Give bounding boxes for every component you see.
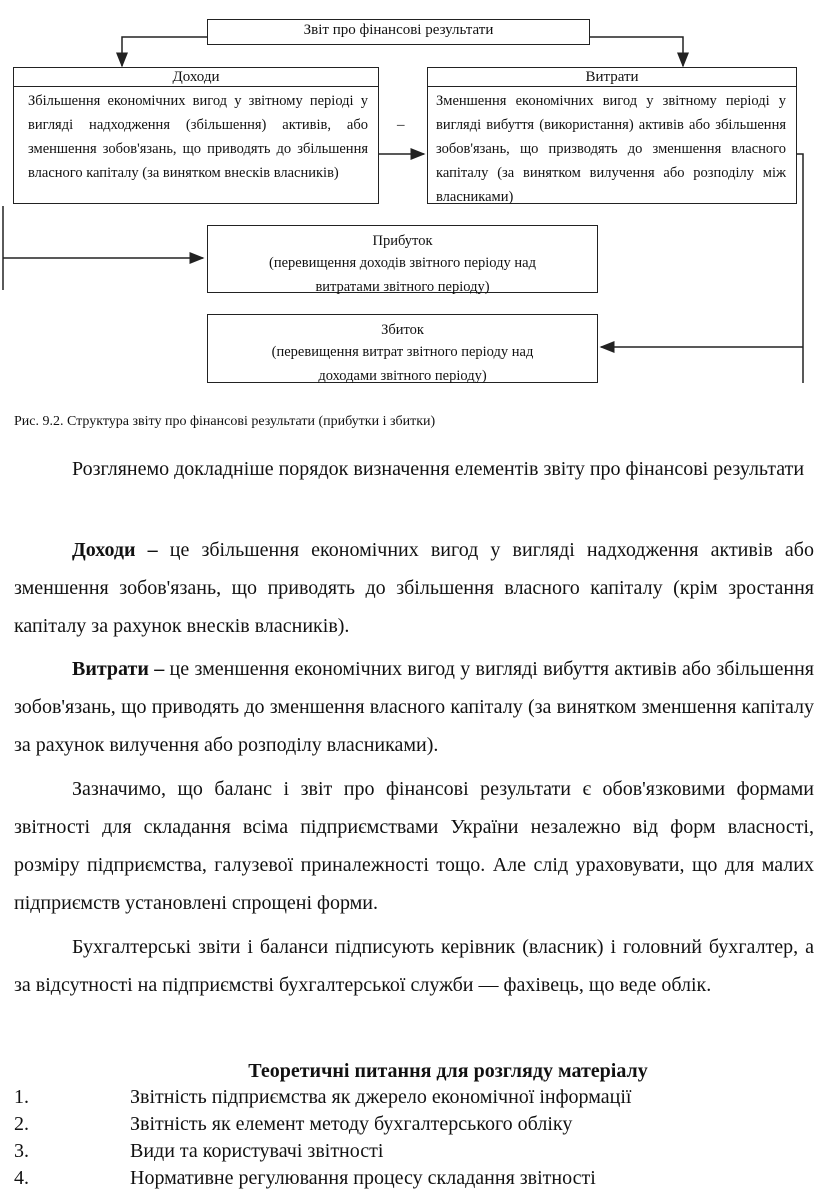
list-item-text: Звітність підприємства як джерело економічної інформації (130, 1086, 632, 1108)
loss-line3: доходами звітного періоду) (318, 368, 487, 384)
section-title: Теоретичні питання для розгляду матеріалу (248, 1060, 648, 1082)
profit-title: Прибуток (372, 233, 433, 249)
list-item-text: Звітність як елемент методу бухгалтерського обліку (130, 1113, 573, 1135)
loss-box (207, 314, 598, 383)
paragraph-signatures (14, 928, 814, 1004)
connector-expenses-right-line (796, 154, 803, 383)
connector-report-to-income (122, 37, 207, 66)
profit-box (207, 225, 598, 293)
paragraph-expenses (14, 650, 814, 764)
income-box-body: Збільшення економічних вигод у звітному періоді у вигляді надходження (збільшення) активів, або зменшення зобов'язань, що приводять до збільшення власного капіталу (за винятком внесків власників) (28, 93, 368, 181)
term-expenses: Витрати – (72, 658, 165, 680)
paragraph-mandatory-forms (14, 770, 814, 922)
paragraph-expenses-text: це зменшення економічних вигод у вигляді вибуття активів або збільшення зобов'язань, що приводять до зменшення власного капіталу (за винятком зменшення капіталу за рахунок вилучення або розподілу власниками). (14, 658, 814, 756)
paragraph-intro-text: Розглянемо докладніше порядок визначення елементів звіту про фінансові результати (72, 458, 805, 480)
expenses-box-title: Витрати (428, 68, 796, 87)
profit-line3: витратами звітного періоду) (315, 279, 490, 295)
report-box-title: Звіт про фінансові результати (303, 22, 494, 38)
list-item-number: 4. (14, 1167, 29, 1189)
loss-line2: (перевищення витрат звітного періоду над (271, 344, 534, 360)
figure-caption: Рис. 9.2. Структура звіту про фінансові результати (прибутки і збитки) (14, 414, 436, 429)
profit-line2: (перевищення доходів звітного періоду над (269, 255, 536, 271)
connector-report-to-expenses (590, 37, 683, 66)
paragraph-mandatory-forms-text: Зазначимо, що баланс і звіт про фінансові результати є обов'язковими формами звітності для складання всіма підприємствами України незалежно від форм власності, розміру підприємства, галузевої приналежності тощо. Але слід ураховувати, що для малих підприємств установлені спрощені форми. (14, 778, 814, 914)
report-box (207, 19, 590, 45)
income-box (13, 67, 379, 204)
list-item-number: 1. (14, 1086, 29, 1108)
loss-title: Збиток (381, 322, 424, 338)
term-income: Доходи – (72, 539, 158, 561)
paragraph-signatures-text: Бухгалтерські звіти і баланси підписують керівник (власник) і головний бухгалтер, а за відсутності на підприємстві бухгалтерської служби — фахівець, що веде облік. (14, 936, 814, 996)
paragraph-intro (14, 450, 814, 488)
list-item-text: Види та користувачі звітності (130, 1140, 384, 1162)
list-item (14, 1084, 631, 1110)
expenses-box-body: Зменшення економічних вигод у звітному періоді у вигляді вибуття (використання) активів або збільшення зобов'язань, що призводять до зменшення власного капіталу (за винятком вилучення або розподілу між власниками) (436, 93, 786, 205)
list-item-text: Нормативне регулювання процесу складання звітності (130, 1167, 596, 1189)
paragraph-income (14, 531, 814, 645)
list-item (14, 1138, 383, 1164)
minus-sign: _ (397, 112, 405, 128)
list-item-number: 3. (14, 1140, 29, 1162)
paragraph-income-text: це збільшення економічних вигод у вигляді надходження активів або зменшення зобов'язань, що приводять до збільшення власного капіталу (крім зростання капіталу за рахунок внесків власників). (14, 539, 814, 637)
list-item-number: 2. (14, 1113, 29, 1135)
income-box-title: Доходи (14, 68, 378, 87)
list-item (14, 1165, 596, 1191)
list-item (14, 1111, 572, 1137)
expenses-box (427, 67, 797, 204)
